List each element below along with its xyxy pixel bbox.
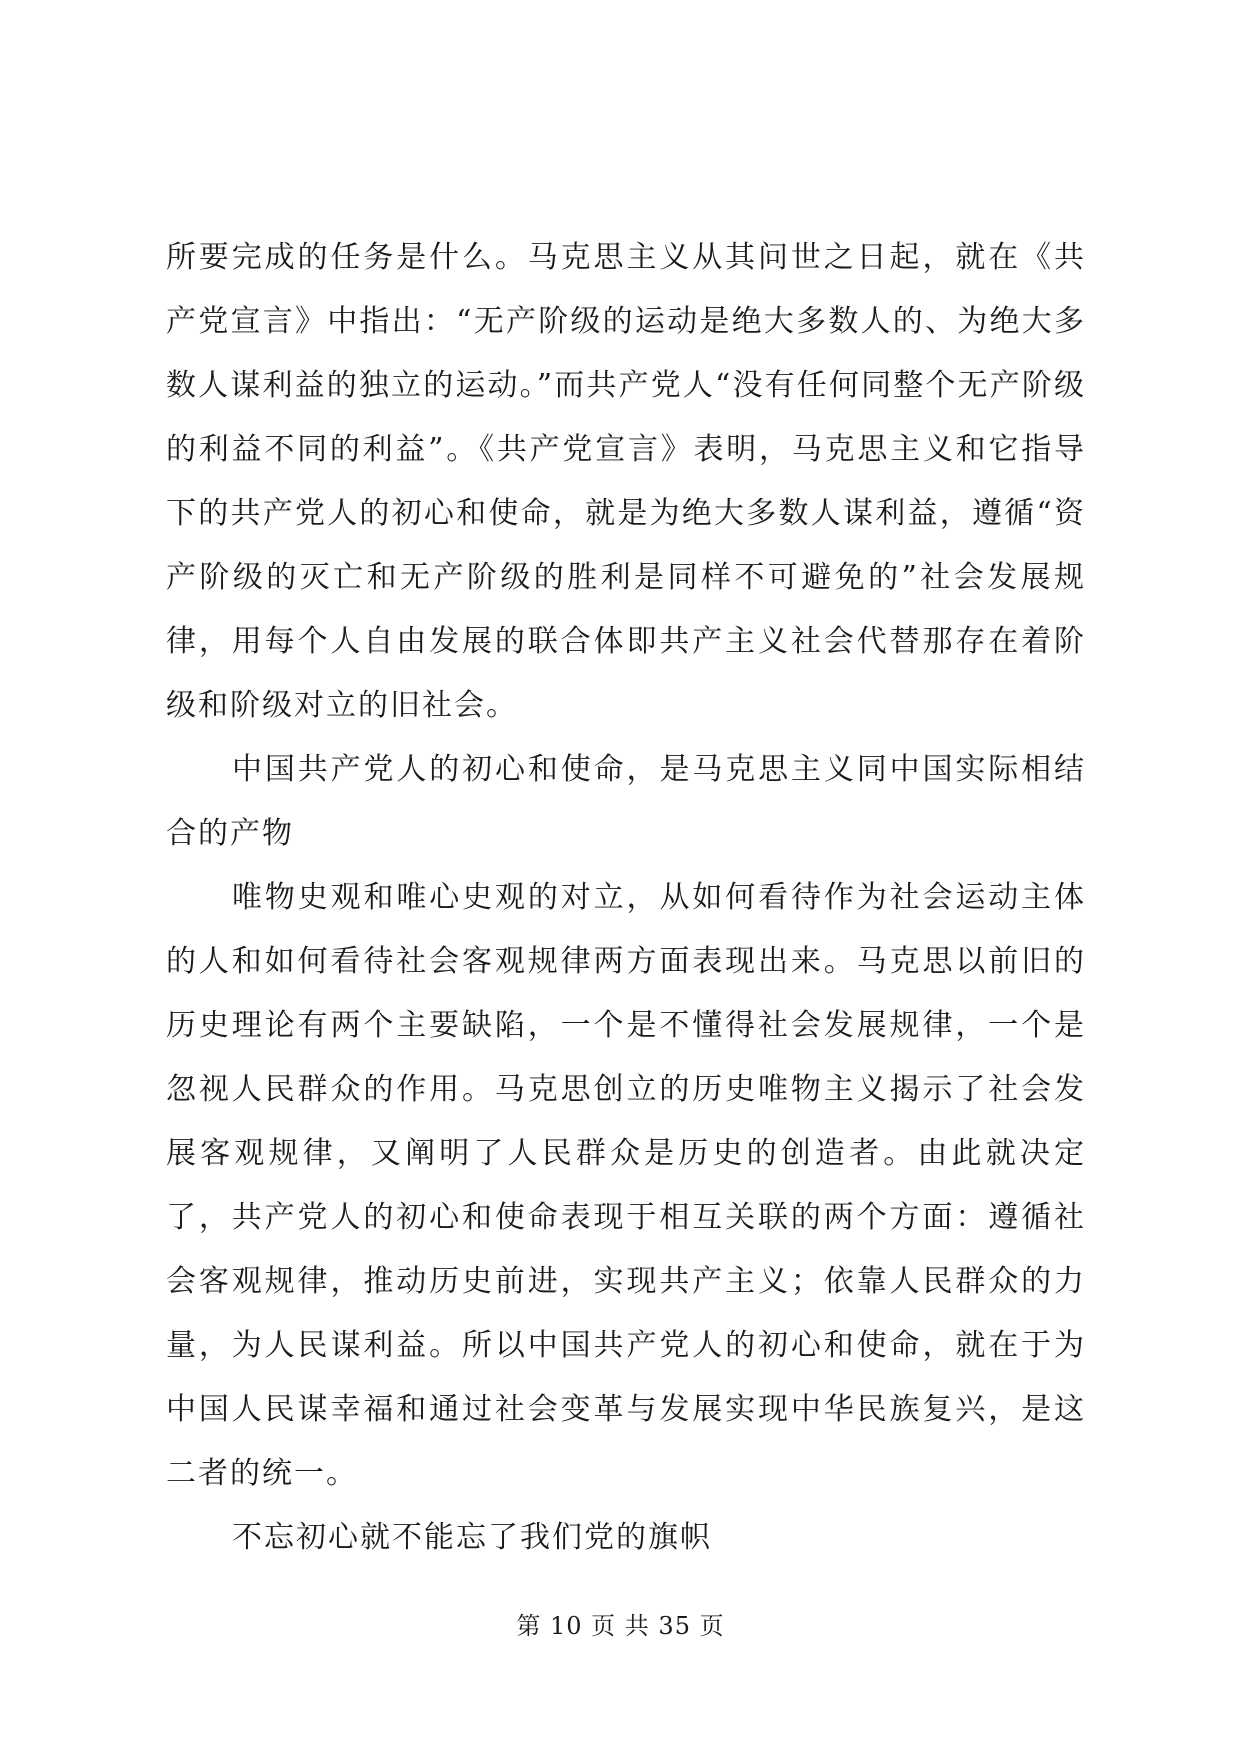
- paragraph-4-heading: 不忘初心就不能忘了我们党的旗帜: [232, 1520, 712, 1555]
- paragraph-1: 所要完成的任务是什么。马克思主义从其问世之日起，就在《共产党宣言》中指出：“无产阶级的运动是绝大多数人的、为绝大多数人谋利益的独立的运动。”而共产党人“没有任何同整个无产阶级的利益不同的利益”。《共产党宣言》表明，马克思主义和它指导下的共产党人的初心和使命，就是为绝大多数人谋利益，遵循“资产阶级的灭亡和无产阶级的胜利是同样不可避免的”社会发展规律，用每个人自由发展的联合体即共产主义社会代替那存在着阶级和阶级对立的旧社会。: [166, 240, 1086, 723]
- page-body: [166, 226, 1086, 1570]
- page-number-footer: 第 10 页 共 35 页: [516, 1612, 725, 1640]
- paragraph-3: 唯物史观和唯心史观的对立，从如何看待作为社会运动主体的人和如何看待社会客观规律两方面表现出来。马克思以前旧的历史理论有两个主要缺陷，一个是不懂得社会发展规律，一个是忽视人民群众的作用。马克思创立的历史唯物主义揭示了社会发展客观规律，又阐明了人民群众是历史的创造者。由此就决定了，共产党人的初心和使命表现于相互关联的两个方面：遵循社会客观规律，推动历史前进，实现共产主义；依靠人民群众的力量，为人民谋利益。所以中国共产党人的初心和使命，就在于为中国人民谋幸福和通过社会变革与发展实现中华民族复兴，是这二者的统一。: [166, 880, 1086, 1491]
- paragraph-2-heading: 中国共产党人的初心和使命，是马克思主义同中国实际相结合的产物: [166, 752, 1086, 851]
